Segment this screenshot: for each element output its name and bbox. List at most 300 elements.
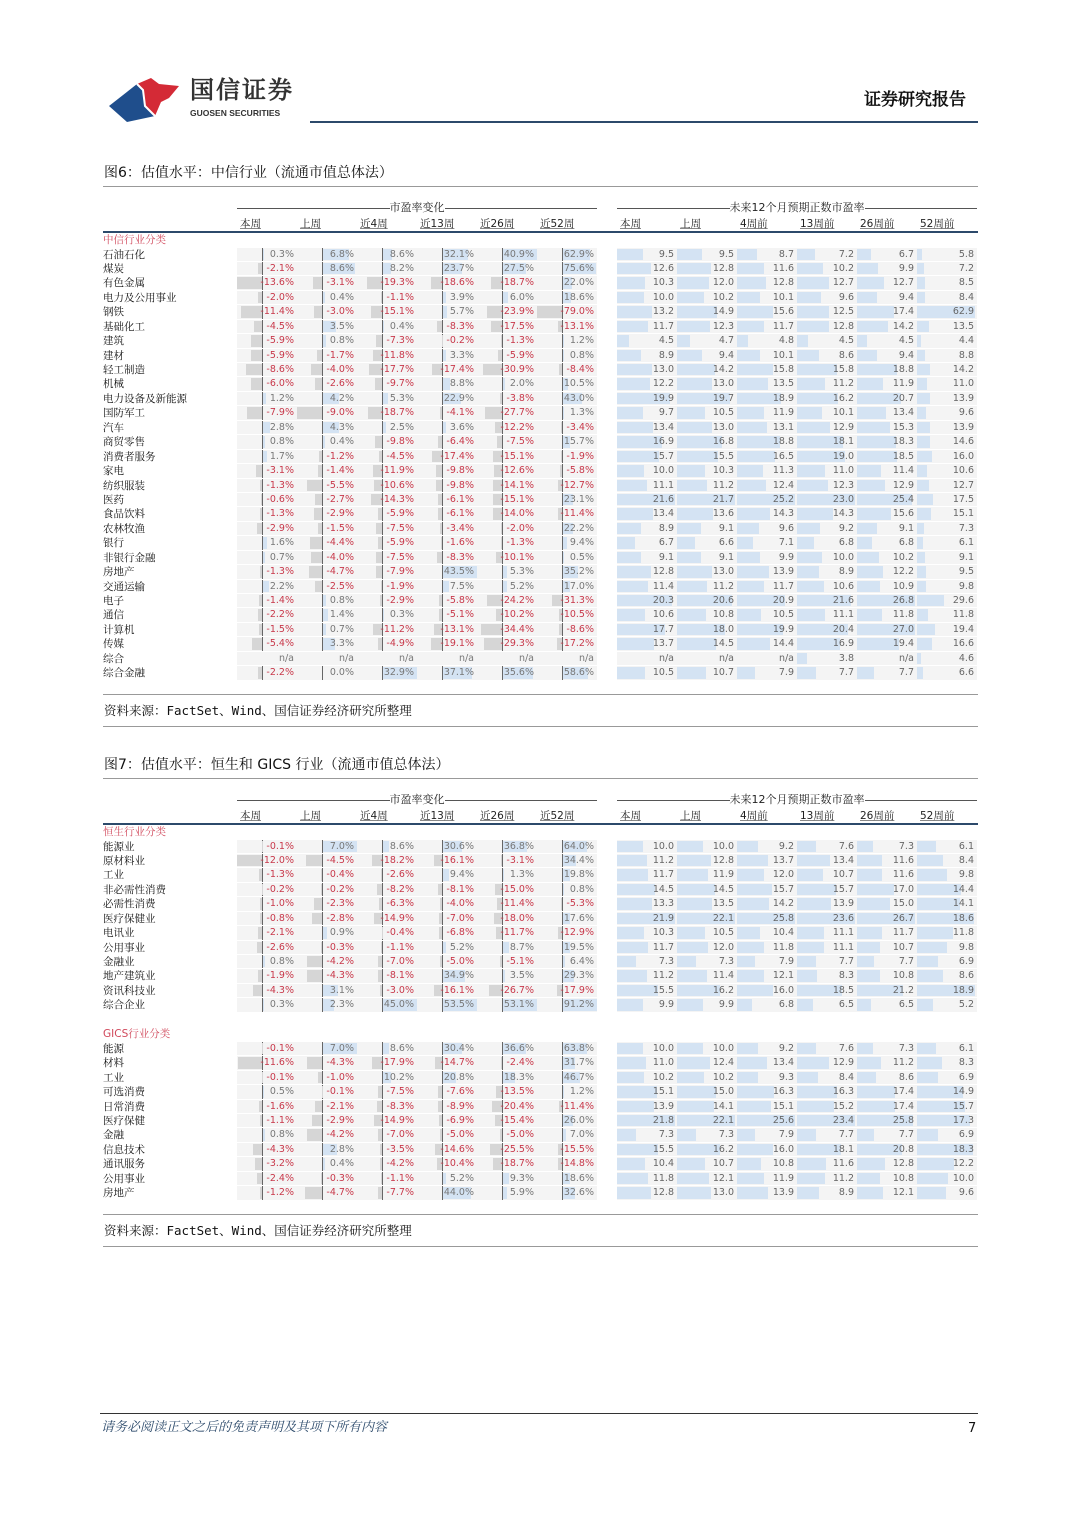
pe-change-cell — [537, 464, 597, 478]
forward-pe-bar — [917, 508, 931, 519]
value: 21.7 — [712, 493, 734, 505]
forward-pe-bar — [617, 1057, 646, 1068]
forward-pe-bar — [677, 508, 713, 519]
pe-change-cell — [537, 536, 597, 550]
pe-change-cell — [537, 406, 597, 420]
forward-pe-cell — [917, 536, 977, 550]
pe-change-cell — [537, 1042, 597, 1056]
negative-bar — [500, 1129, 502, 1140]
figure-6-table — [103, 200, 978, 681]
table-row — [103, 291, 978, 305]
pe-change-cell — [417, 840, 477, 854]
positive-bar — [263, 393, 266, 404]
pe-change-cell — [537, 652, 597, 666]
forward-pe-cell — [677, 969, 737, 983]
value: -20.4% — [500, 1100, 534, 1112]
forward-pe-cell — [797, 912, 857, 926]
forward-pe-bar — [617, 277, 645, 288]
pe-change-cell — [357, 536, 417, 550]
bar-axis — [502, 522, 503, 535]
forward-pe-bar — [737, 841, 758, 852]
pe-change-cell — [417, 1114, 477, 1128]
pe-change-cell — [537, 291, 597, 305]
value: n/a — [458, 652, 474, 664]
forward-pe-bar — [677, 884, 715, 895]
forward-pe-cell — [797, 998, 857, 1012]
value: 10.8 — [892, 1172, 914, 1184]
industry-name: 能源 — [103, 1042, 124, 1055]
pe-change-cell — [357, 1056, 417, 1070]
forward-pe-bar — [797, 884, 836, 895]
pe-change-cell — [357, 248, 417, 262]
value: 2.0% — [509, 378, 534, 390]
value: -9.7% — [386, 378, 414, 390]
table-row — [103, 363, 978, 377]
pe-change-cell — [477, 594, 537, 608]
forward-pe-bar — [917, 350, 925, 361]
value: 21.8 — [652, 1114, 674, 1126]
pe-change-cell — [417, 883, 477, 897]
forward-pe-cell — [917, 926, 977, 940]
industry-name: 传媒 — [103, 638, 124, 651]
forward-pe-cell — [797, 969, 857, 983]
pe-change-cell — [237, 522, 297, 536]
forward-pe-bar — [677, 378, 712, 389]
value: 32.6% — [563, 1187, 594, 1199]
forward-pe-cell — [917, 868, 977, 882]
bar-axis — [322, 1186, 323, 1199]
spacer — [597, 536, 617, 550]
value: 9.1 — [958, 551, 974, 563]
forward-pe-bar — [617, 970, 647, 981]
spacer — [597, 1100, 617, 1114]
value: 46.7% — [563, 1071, 594, 1083]
value: -0.2% — [326, 883, 354, 895]
forward-pe-bar — [797, 927, 824, 938]
value: 0.3% — [269, 999, 294, 1011]
forward-pe-bar — [737, 407, 764, 418]
value: 11.9 — [712, 869, 734, 881]
spacer — [597, 464, 617, 478]
pe-change-cell — [537, 276, 597, 290]
guosen-logo-icon — [107, 76, 183, 124]
value: 10.0 — [952, 1172, 974, 1184]
table-row — [103, 868, 978, 882]
forward-pe-bar — [797, 942, 824, 953]
column-header-row — [103, 216, 978, 233]
value: 4.2% — [329, 392, 354, 404]
pe-change-cell — [357, 406, 417, 420]
figure-6-source: 资料来源：FactSet、Wind、国信证券经济研究所整理 — [104, 703, 412, 718]
value: 0.5% — [269, 1086, 294, 1098]
negative-bar — [258, 609, 262, 620]
industry-name: 通讯服务 — [103, 1158, 145, 1171]
value: 19.9 — [772, 623, 794, 635]
forward-pe-cell — [797, 1128, 857, 1142]
value: 7.3 — [718, 956, 734, 967]
value: 11.2 — [832, 378, 854, 390]
bar-axis — [262, 1157, 263, 1170]
forward-pe-cell — [677, 594, 737, 608]
value: -14.9% — [380, 1114, 414, 1126]
pe-change-cell — [417, 1157, 477, 1171]
forward-pe-cell — [677, 522, 737, 536]
forward-pe-bar — [617, 942, 648, 953]
value: 15.7% — [563, 436, 594, 448]
value: 6.1 — [958, 840, 974, 852]
pe-change-cell — [237, 580, 297, 594]
forward-pe-cell — [857, 912, 917, 926]
value: 13.7 — [652, 638, 674, 650]
industry-name: 信息技术 — [103, 1143, 145, 1156]
spacer — [597, 883, 617, 897]
forward-pe-bar — [737, 898, 769, 909]
forward-pe-cell — [617, 868, 677, 882]
forward-pe-bar — [917, 364, 930, 375]
forward-pe-bar — [617, 985, 658, 996]
negative-bar — [321, 884, 322, 895]
positive-bar — [563, 537, 567, 548]
forward-pe-bar — [857, 436, 896, 447]
negative-bar — [537, 306, 562, 317]
forward-pe-cell — [677, 1143, 737, 1157]
value: 9.9 — [718, 999, 734, 1011]
figure-6-title: 图6：估值水平：中信行业（流通市值总体法） — [104, 165, 393, 181]
pe-change-cell — [417, 666, 477, 680]
value: 13.2 — [652, 306, 674, 318]
value: 21.6 — [652, 493, 674, 505]
negative-bar — [381, 581, 382, 592]
value: 6.7 — [658, 537, 674, 549]
bar-axis — [382, 941, 383, 954]
value: -6.1% — [446, 493, 474, 505]
bar-axis — [562, 363, 563, 376]
bar-axis — [442, 551, 443, 564]
bar-axis — [322, 406, 323, 419]
table-row — [103, 1172, 978, 1186]
value: 7.3 — [658, 956, 674, 967]
forward-pe-cell — [617, 450, 677, 464]
negative-bar — [438, 1086, 442, 1097]
negative-bar — [438, 436, 442, 447]
forward-pe-cell — [797, 276, 857, 290]
value: 8.6 — [958, 970, 974, 982]
forward-pe-cell — [677, 868, 737, 882]
negative-bar — [260, 898, 262, 909]
forward-pe-cell — [857, 637, 917, 651]
forward-pe-bar — [677, 898, 712, 909]
forward-pe-bar — [917, 552, 925, 563]
pe-change-cell — [477, 1100, 537, 1114]
forward-pe-cell — [617, 1100, 677, 1114]
forward-pe-cell — [677, 536, 737, 550]
value: 6.6 — [958, 667, 974, 679]
value: 19.9 — [652, 392, 674, 404]
negative-bar — [378, 1086, 382, 1097]
pe-change-cell — [237, 479, 297, 493]
forward-pe-cell — [677, 1056, 737, 1070]
forward-pe-cell — [917, 1128, 977, 1142]
forward-pe-cell — [917, 941, 977, 955]
pe-change-cell — [357, 580, 417, 594]
pe-change-cell — [357, 608, 417, 622]
forward-pe-cell — [797, 941, 857, 955]
pe-change-cell — [237, 421, 297, 435]
value: 7.2 — [838, 248, 854, 260]
value: 22.2% — [563, 522, 594, 534]
value: 12.8 — [892, 1158, 914, 1170]
pe-change-cell — [537, 608, 597, 622]
bar-axis — [322, 854, 323, 867]
pe-change-cell — [417, 392, 477, 406]
value: 45.0% — [383, 999, 414, 1011]
forward-pe-bar — [797, 566, 819, 577]
column-header: 近4周 — [360, 218, 388, 230]
forward-pe-cell — [797, 1085, 857, 1099]
bar-axis — [262, 291, 263, 304]
bar-axis — [382, 594, 383, 607]
value: 12.5 — [832, 306, 854, 318]
industry-name: 商贸零售 — [103, 436, 145, 449]
value: 9.4% — [449, 869, 474, 881]
value: -2.3% — [326, 898, 354, 910]
forward-pe-bar — [917, 595, 944, 606]
forward-pe-bar — [737, 1144, 773, 1155]
forward-pe-cell — [617, 1172, 677, 1186]
value: 7.9 — [778, 956, 794, 967]
forward-pe-cell — [617, 363, 677, 377]
forward-pe-bar — [857, 1173, 880, 1184]
value: -1.1% — [386, 291, 414, 303]
forward-pe-cell — [857, 897, 917, 911]
bar-axis — [442, 955, 443, 968]
figure-7-table — [103, 792, 978, 1201]
value: 7.2 — [958, 262, 974, 274]
industry-name: 交通运输 — [103, 580, 145, 593]
pe-change-cell — [477, 464, 537, 478]
bar-axis — [442, 897, 443, 910]
negative-bar — [237, 277, 262, 288]
value: 20.3 — [652, 595, 674, 606]
bar-axis — [442, 464, 443, 477]
value: 4.8 — [778, 335, 794, 347]
forward-pe-bar — [737, 638, 770, 649]
forward-pe-cell — [797, 565, 857, 579]
forward-pe-cell — [917, 608, 977, 622]
value: 18.9 — [952, 984, 974, 996]
value: 2.2% — [269, 580, 294, 592]
forward-pe-cell — [797, 652, 857, 666]
bar-axis — [322, 1114, 323, 1127]
forward-pe-cell — [617, 406, 677, 420]
value: 12.7 — [832, 277, 854, 289]
pe-change-cell — [477, 854, 537, 868]
industry-name: 计算机 — [103, 623, 135, 636]
pe-change-cell — [237, 1085, 297, 1099]
forward-pe-cell — [797, 392, 857, 406]
forward-pe-cell — [917, 969, 977, 983]
value: -2.9% — [326, 1114, 354, 1126]
value: 10.5% — [563, 378, 594, 390]
value: 0.3% — [269, 248, 294, 260]
bar-axis — [322, 464, 323, 477]
value: 9.7 — [658, 407, 674, 419]
pe-change-cell — [417, 1172, 477, 1186]
value: 1.2% — [269, 392, 294, 404]
forward-pe-bar — [917, 480, 929, 491]
pe-change-cell — [297, 840, 357, 854]
forward-pe-bar — [857, 480, 885, 491]
negative-bar — [376, 552, 382, 563]
value: -1.0% — [266, 898, 294, 910]
figure-6-source-rule — [103, 726, 978, 727]
value: -5.1% — [506, 956, 534, 967]
value: -18.0% — [500, 912, 534, 924]
column-header: 近52周 — [540, 218, 575, 230]
forward-pe-bar — [797, 537, 814, 548]
forward-pe-cell — [797, 349, 857, 363]
value: 7.7 — [898, 1129, 914, 1141]
value: 19.5% — [563, 941, 594, 953]
value: -7.5% — [386, 522, 414, 534]
column-header: 52周前 — [920, 810, 955, 822]
value: -1.4% — [326, 465, 354, 477]
pe-change-cell — [297, 637, 357, 651]
forward-pe-bar — [737, 249, 757, 260]
value: 8.4 — [958, 291, 974, 303]
forward-pe-cell — [737, 1143, 797, 1157]
column-header: 近13周 — [420, 810, 455, 822]
value: 7.3 — [718, 1129, 734, 1141]
forward-pe-bar — [617, 884, 655, 895]
negative-bar — [259, 1101, 262, 1112]
forward-pe-bar — [677, 306, 717, 317]
forward-pe-cell — [797, 291, 857, 305]
value: -9.8% — [446, 465, 474, 477]
pe-change-cell — [357, 998, 417, 1012]
positive-bar — [263, 422, 270, 433]
table-row — [103, 912, 978, 926]
forward-pe-cell — [737, 580, 797, 594]
positive-bar — [443, 292, 446, 303]
pe-change-cell — [357, 291, 417, 305]
forward-pe-cell — [617, 349, 677, 363]
value: -7.6% — [446, 1086, 474, 1098]
value: 11.9 — [772, 1172, 794, 1184]
value: 12.2 — [892, 566, 914, 578]
forward-pe-bar — [857, 1043, 873, 1054]
forward-pe-bar — [917, 523, 924, 534]
value: -2.9% — [266, 522, 294, 534]
value: -19.1% — [440, 638, 474, 650]
forward-pe-cell — [737, 435, 797, 449]
value: -1.0% — [326, 1071, 354, 1083]
value: -1.1% — [386, 1172, 414, 1184]
forward-pe-cell — [617, 493, 677, 507]
value: -4.4% — [326, 537, 354, 549]
pe-change-cell — [237, 623, 297, 637]
forward-pe-bar — [917, 927, 953, 938]
bar-axis — [322, 883, 323, 896]
forward-pe-bar — [917, 566, 926, 577]
value: -18.7% — [500, 277, 534, 289]
pe-change-cell — [537, 262, 597, 276]
spacer — [597, 450, 617, 464]
negative-bar — [256, 465, 262, 476]
pe-change-cell — [237, 883, 297, 897]
forward-pe-bar — [797, 1072, 818, 1083]
forward-pe-cell — [617, 507, 677, 521]
value: 23.0 — [832, 493, 854, 505]
value: -15.1% — [500, 493, 534, 505]
pe-change-cell — [417, 464, 477, 478]
pe-change-cell — [297, 565, 357, 579]
bar-axis — [262, 406, 263, 419]
table-row — [103, 320, 978, 334]
pe-change-cell — [357, 897, 417, 911]
forward-pe-cell — [917, 1143, 977, 1157]
pe-change-cell — [237, 1042, 297, 1056]
pe-change-cell — [297, 926, 357, 940]
forward-pe-cell — [917, 421, 977, 435]
bar-axis — [442, 594, 443, 607]
bar-axis — [442, 522, 443, 535]
value: 10.2 — [652, 1071, 674, 1083]
group-header-row — [103, 792, 978, 808]
forward-pe-bar — [737, 884, 772, 895]
pe-change-cell — [477, 377, 537, 391]
forward-pe-cell — [857, 507, 917, 521]
value: -18.2% — [380, 854, 414, 866]
forward-pe-cell — [677, 608, 737, 622]
forward-pe-bar — [797, 393, 838, 404]
bar-axis — [322, 349, 323, 362]
forward-pe-cell — [617, 479, 677, 493]
positive-bar — [263, 451, 267, 462]
value: 10.5 — [712, 407, 734, 419]
value: 26.8 — [892, 595, 914, 606]
forward-pe-cell — [797, 493, 857, 507]
negative-bar — [501, 855, 502, 866]
spacer — [597, 305, 617, 319]
forward-pe-bar — [617, 581, 648, 592]
pe-change-cell — [357, 637, 417, 651]
pe-change-cell — [537, 349, 597, 363]
forward-pe-bar — [737, 985, 773, 996]
pe-change-cell — [297, 580, 357, 594]
forward-pe-cell — [797, 1143, 857, 1157]
forward-pe-bar — [737, 537, 753, 548]
value: 5.3% — [509, 566, 534, 578]
value: -7.9% — [266, 407, 294, 419]
pe-change-cell — [297, 536, 357, 550]
forward-pe-cell — [857, 580, 917, 594]
pe-change-cell — [417, 984, 477, 998]
value: 43.0% — [563, 392, 594, 404]
forward-pe-cell — [917, 377, 977, 391]
value: 7.3 — [658, 1129, 674, 1141]
forward-pe-cell — [617, 897, 677, 911]
value: -17.9% — [380, 1057, 414, 1069]
value: 3.5% — [509, 970, 534, 982]
negative-bar — [258, 263, 262, 274]
pe-change-cell — [357, 652, 417, 666]
value: 10.5 — [652, 667, 674, 679]
forward-pe-cell — [617, 305, 677, 319]
forward-pe-bar — [857, 292, 877, 303]
forward-pe-cell — [737, 248, 797, 262]
forward-pe-cell — [677, 479, 737, 493]
